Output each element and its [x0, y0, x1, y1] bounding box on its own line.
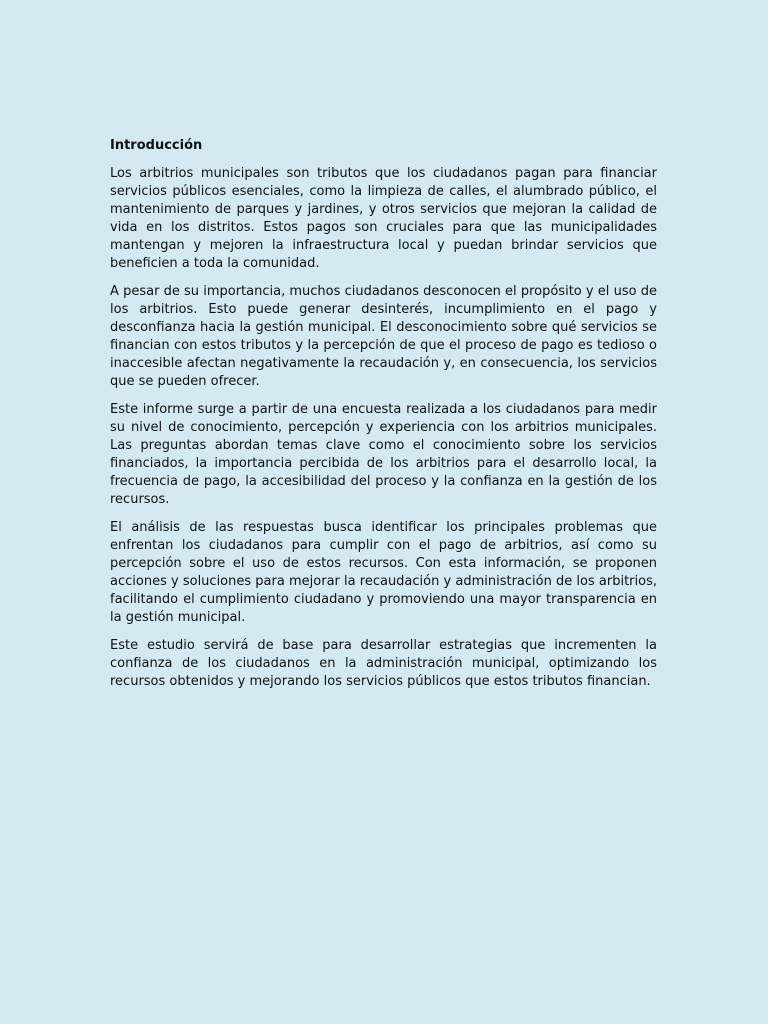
paragraph-1: Los arbitrios municipales son tributos que los ciudadanos pagan para financiar servicios públicos esenciales, como la limpieza de calles, el alumbrado público, el mantenimiento de parques y jardines, y otros servicios que mejoran la calidad de vida en los distritos. Estos pagos son cruciales para que las municipalidades mantengan y mejoren la infraestructura local y puedan brindar servicios que beneficien a toda la comunidad. [110, 166, 657, 271]
paragraph-3: Este informe surge a partir de una encuesta realizada a los ciudadanos para medir su nivel de conocimiento, percepción y experiencia con los arbitrios municipales. Las preguntas abordan temas clave como el conocimiento sobre los servicios financiados, la importancia percibida de los arbitrios para el desarrollo local, la frecuencia de pago, la accesibilidad del proceso y la confianza en la gestión de los recursos. [110, 402, 657, 507]
paragraph-2: A pesar de su importancia, muchos ciudadanos desconocen el propósito y el uso de los arbitrios. Esto puede generar desinterés, incumplimiento en el pago y desconfianza hacia la gestión municipal. El desconocimiento sobre qué servicios se financian con estos tributos y la percepción de que el proceso de pago es tedioso o inaccesible afectan negativamente la recaudación y, en consecuencia, los servicios que se pueden ofrecer. [110, 284, 657, 389]
document-page [110, 137, 657, 701]
paragraph-5: Este estudio servirá de base para desarrollar estrategias que incrementen la confianza de los ciudadanos en la administración municipal, optimizando los recursos obtenidos y mejorando los servicios públicos que estos tributos financian. [110, 638, 657, 689]
document-heading: Introducción [110, 138, 203, 153]
paragraph-4: El análisis de las respuestas busca identificar los principales problemas que enfrentan los ciudadanos para cumplir con el pago de arbitrios, así como su percepción sobre el uso de estos recursos. Con esta información, se proponen acciones y soluciones para mejorar la recaudación y administración de los arbitrios, facilitando el cumplimiento ciudadano y promoviendo una mayor transparencia en la gestión municipal. [110, 520, 657, 625]
